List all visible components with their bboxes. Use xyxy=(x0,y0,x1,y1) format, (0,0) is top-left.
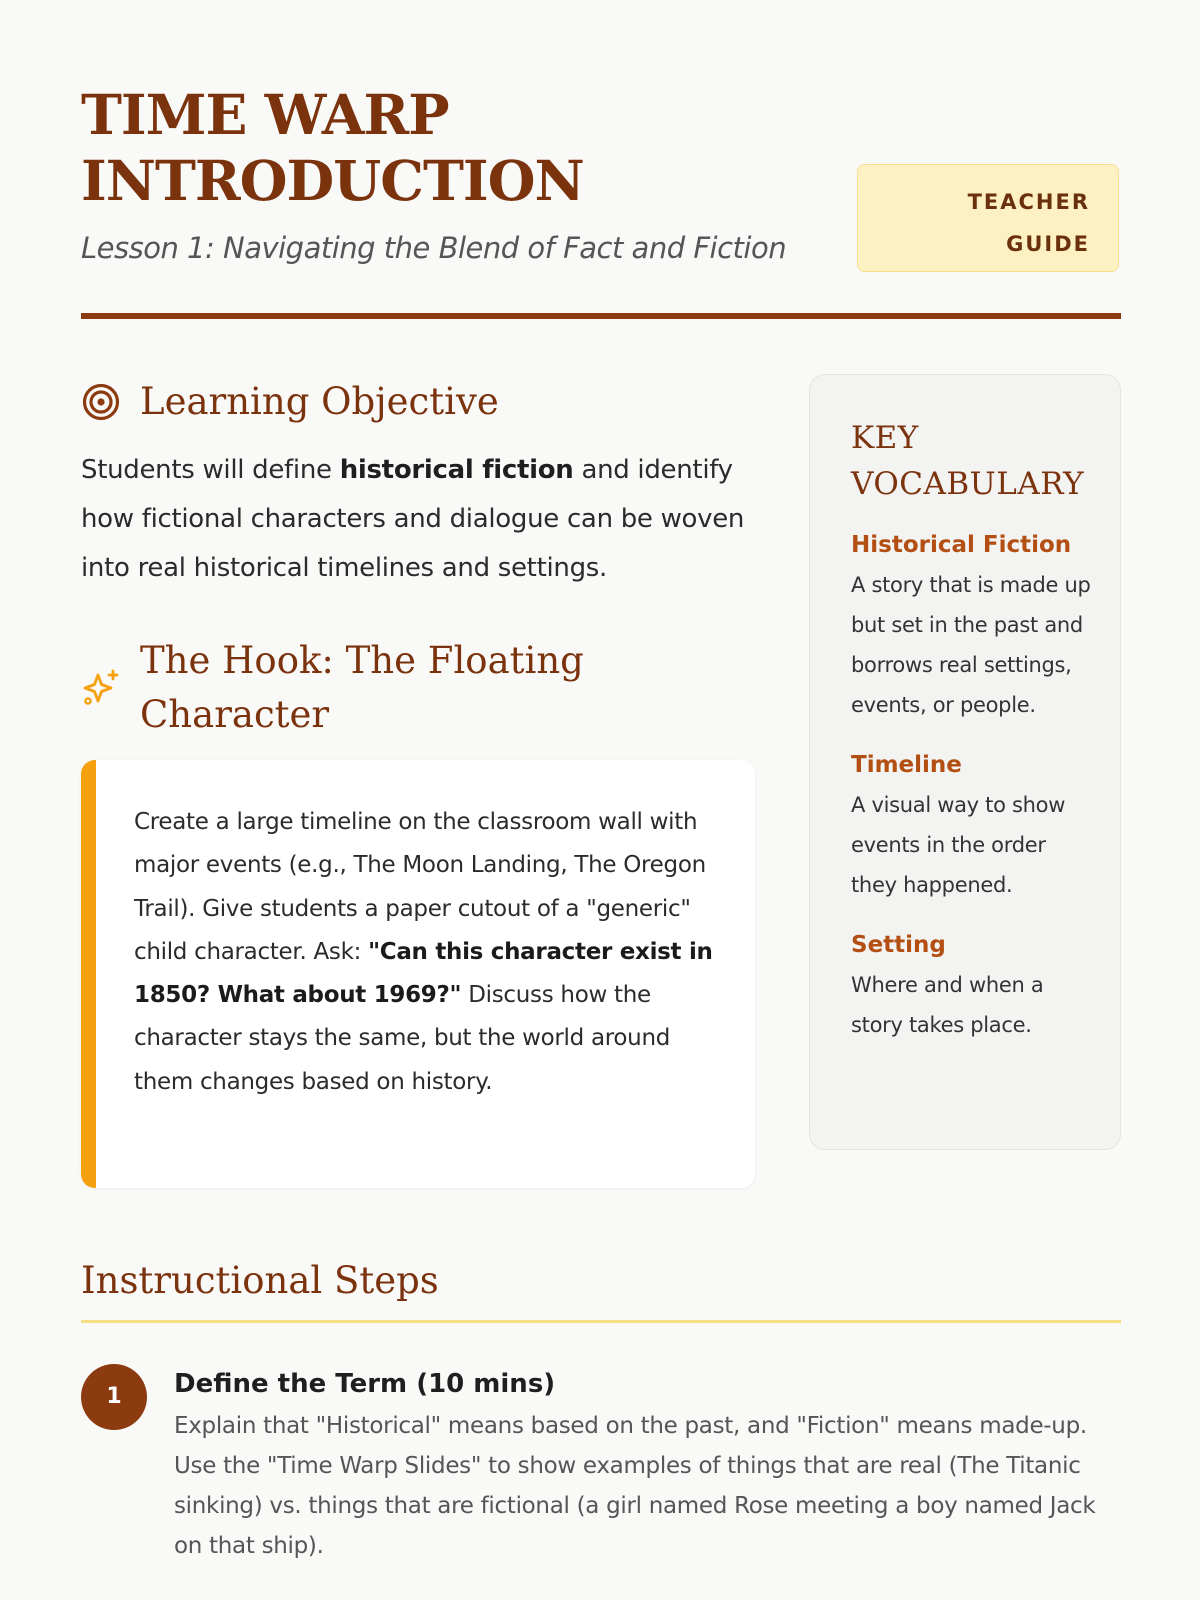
hook-heading: The Hook: The Floating Character xyxy=(140,639,584,736)
vocab-definition: Where and when a story takes place. xyxy=(851,973,1044,1037)
badge-line-2: GUIDE xyxy=(1006,232,1090,256)
objective-heading-row xyxy=(81,375,499,429)
steps-heading: Instructional Steps xyxy=(81,1259,439,1302)
step-number-badge: 1 xyxy=(81,1364,147,1430)
teacher-guide-badge xyxy=(857,164,1119,272)
hook-question: "Can this character exist in 1850? What about 1969?" xyxy=(134,938,713,1009)
hook-card: Create a large timeline on the classroom wall with major events (e.g., The Moon Landing, The Oregon Trail). Give students a paper cutout of a "generic" child character. Ask: "Can this character exist in 1850? What about 1969?" Discuss how the character stays the same, but the world around them changes based on history. xyxy=(81,760,755,1188)
sparkles-icon xyxy=(81,668,121,708)
title-line-2: INTRODUCTION xyxy=(81,148,584,213)
header-divider xyxy=(81,313,1121,319)
objective-heading: Learning Objective xyxy=(140,380,499,423)
vocab-definition: A visual way to show events in the order they happened. xyxy=(851,793,1066,897)
objective-key-term: historical fiction xyxy=(339,455,574,485)
step-title: Define the Term (10 mins) xyxy=(174,1369,556,1399)
vocab-term: Setting xyxy=(851,932,946,958)
steps-divider xyxy=(81,1320,1121,1323)
title-line-1: TIME WARP xyxy=(81,82,449,147)
vocab-term: Historical Fiction xyxy=(851,532,1072,558)
target-icon xyxy=(81,382,121,422)
vocab-term: Timeline xyxy=(851,752,962,778)
hook-heading-row xyxy=(81,634,660,742)
vocab-definition: A story that is made up but set in the past and borrows real settings, events, or people. xyxy=(851,573,1091,717)
badge-line-1: TEACHER xyxy=(967,190,1090,214)
key-vocabulary-panel xyxy=(809,374,1121,1150)
objective-text: Students will define historical fiction and identify how fictional characters and dialogue can be woven into real historical timelines and settings. xyxy=(81,455,745,583)
step-description: Explain that "Historical" means based on the past, and "Fiction" means made-up. Use the "Time Warp Slides" to show examples of things that are real (The Titanic sinking) vs. things that are fictional (a girl named Rose meeting a boy named Jack on that ship). xyxy=(174,1413,1096,1559)
lesson-subtitle: Lesson 1: Navigating the Blend of Fact and Fiction xyxy=(81,231,787,265)
vocabulary-heading: KEY VOCABULARY xyxy=(851,420,1085,502)
page-title xyxy=(81,82,781,214)
